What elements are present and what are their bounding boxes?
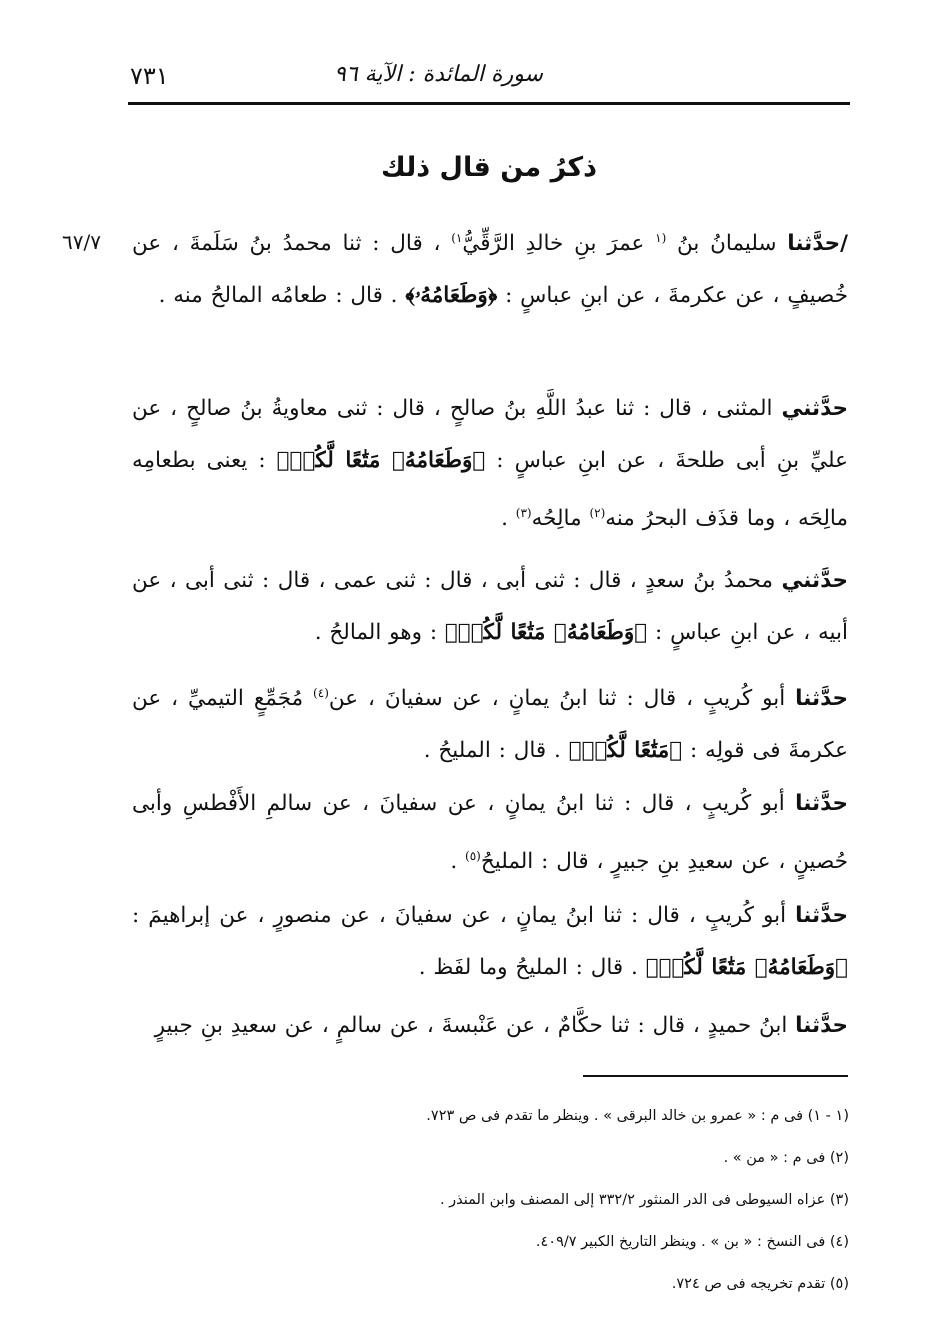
paragraph-text: عمرَ بنِ خالدِ الرَّقِّيُّ bbox=[462, 231, 656, 257]
paragraph-text: . قال : المليحُ وما لفَظ . bbox=[418, 955, 646, 980]
footnote-marker: (٢) bbox=[589, 506, 606, 520]
paragraph-lead: حدَّثنا bbox=[795, 903, 848, 928]
paragraph-text: ، قال : ثنا محمدُ بنُ سَلَمةَ ، عن خُصيفٍ ، عن عكرمةَ ، عن ابنِ عباسٍ : bbox=[132, 231, 848, 309]
footnote-marker: (٤) bbox=[313, 686, 329, 700]
paragraph-lead: حدَّثني bbox=[781, 568, 848, 593]
paragraph-text: . قال : طعامُه المالحُ منه . bbox=[158, 283, 406, 309]
footnote-marker: ١) bbox=[451, 231, 463, 245]
footnote-4: (٤) فى النسخ : « بن » . وينظر التاريخ الكبير ٤٠٩/٧. bbox=[535, 1234, 849, 1250]
paragraph-text: . قال : المليحُ . bbox=[423, 738, 569, 764]
paragraph-3 bbox=[132, 555, 848, 659]
paragraph-2 bbox=[132, 383, 848, 545]
paragraph-lead: حدَّثني bbox=[781, 396, 848, 421]
quran-quote: ﴿وَطَعَامُهُۥ مَتَٰعًا لَّكُمۡ﴾ bbox=[645, 955, 848, 980]
paragraph-text: أبو كُريبٍ ، قال : ثنا ابنُ يمانٍ ، عن سفيانَ ، عن bbox=[328, 686, 796, 712]
paragraph-text: . bbox=[501, 506, 516, 532]
paragraph-6 bbox=[132, 890, 848, 994]
paragraph-text: مالِحُه bbox=[531, 506, 590, 532]
section-title: ذكرُ من قال ذلك bbox=[381, 152, 597, 183]
margin-reference: ٦٧/٧ bbox=[62, 230, 101, 254]
paragraph-lead: حدَّثنا bbox=[795, 686, 848, 712]
page-number: ٧٣١ bbox=[130, 62, 169, 90]
running-header bbox=[128, 58, 848, 100]
paragraph-text: : وهو المالحُ . bbox=[314, 620, 445, 645]
quran-quote: ﴿مَتَٰعًا لَّكُمۡ﴾ bbox=[568, 738, 683, 764]
paragraph-5 bbox=[132, 778, 848, 888]
footnote-marker: (٣) bbox=[515, 506, 532, 520]
header-title: سورة المائدة : الآية ٩٦ bbox=[334, 62, 543, 87]
paragraph-7 bbox=[132, 1000, 848, 1052]
footnote-marker: (١ bbox=[655, 231, 667, 245]
paragraph-text: ابنُ حميدٍ ، قال : ثنا حكَّامٌ ، عن عَنْبسةَ ، عن سالمٍ ، عن سعيدِ بنِ جبيرٍ bbox=[154, 1013, 796, 1038]
paragraph-lead: /حدَّثنا bbox=[787, 231, 848, 257]
paragraph-text: محمدُ بنُ سعدٍ ، قال : ثنى أبى ، قال : ثنى عمى ، قال : ثنى أبى ، عن أبيه ، عن ابنِ عباسٍ : bbox=[132, 568, 848, 645]
quran-quote: ﴿وَطَعَامُهُۥ مَتَٰعًا لَّكُمۡ﴾ bbox=[276, 448, 486, 473]
header-rule bbox=[128, 102, 850, 105]
paragraph-lead: حدَّثنا bbox=[795, 791, 848, 816]
paragraph-text: مُجَمِّعٍ التيميِّ ، عن عكرمةَ فى قولِه : bbox=[132, 686, 848, 764]
paragraph-text: المثنى ، قال : ثنا عبدُ اللَّهِ بنُ صالحٍ ، قال : ثنى معاويةُ بنُ صالحٍ ، عن عليِّ بنِ أبى طلحةَ ، عن ابنِ عباسٍ : bbox=[132, 396, 848, 473]
paragraph-text: أبو كُريبٍ ، قال : ثنا ابنُ يمانٍ ، عن سفيانَ ، عن منصورٍ ، عن إبراهيمَ : bbox=[132, 903, 796, 928]
footnote-2: (٢) فى م : « من » . bbox=[723, 1150, 849, 1166]
footnote-marker: (٥) bbox=[465, 849, 481, 863]
paragraph-text: . bbox=[450, 849, 466, 875]
footnote-1: (١ - ١) فى م : « عمرو بن خالد البرقى » . وينظر ما تقدم فى ص ٧٢٣. bbox=[426, 1108, 849, 1124]
paragraph-text: سليمانُ بنُ bbox=[666, 231, 788, 257]
footnote-rule bbox=[583, 1075, 848, 1077]
paragraph-lead: حدَّثنا bbox=[795, 1013, 848, 1038]
footnote-3: (٣) عزاه السيوطى فى الدر المنثور ٣٣٢/٢ إلى المصنف وابن المنذر . bbox=[439, 1192, 849, 1208]
paragraph-text: : يعنى بطعامِه مالِحَه ، وما قذَف البحرُ منه bbox=[132, 448, 848, 532]
paragraph-text: أبو كُريبٍ ، قال : ثنا ابنُ يمانٍ ، عن سفيانَ ، عن سالمِ الأَفْطسِ وأبى حُصينٍ ، عن سعيدِ بنِ جبيرٍ ، قال : المليحُ bbox=[132, 791, 848, 875]
paragraph-4 bbox=[132, 667, 848, 777]
paragraph-1 bbox=[132, 212, 848, 322]
quran-quote: ﴿وَطَعَامُهُۥ﴾ bbox=[405, 283, 498, 309]
quran-quote: ﴿وَطَعَامُهُۥ مَتَٰعًا لَّكُمۡ﴾ bbox=[444, 620, 648, 645]
footnote-5: (٥) تقدم تخريجه فى ص ٧٢٤. bbox=[671, 1276, 849, 1292]
